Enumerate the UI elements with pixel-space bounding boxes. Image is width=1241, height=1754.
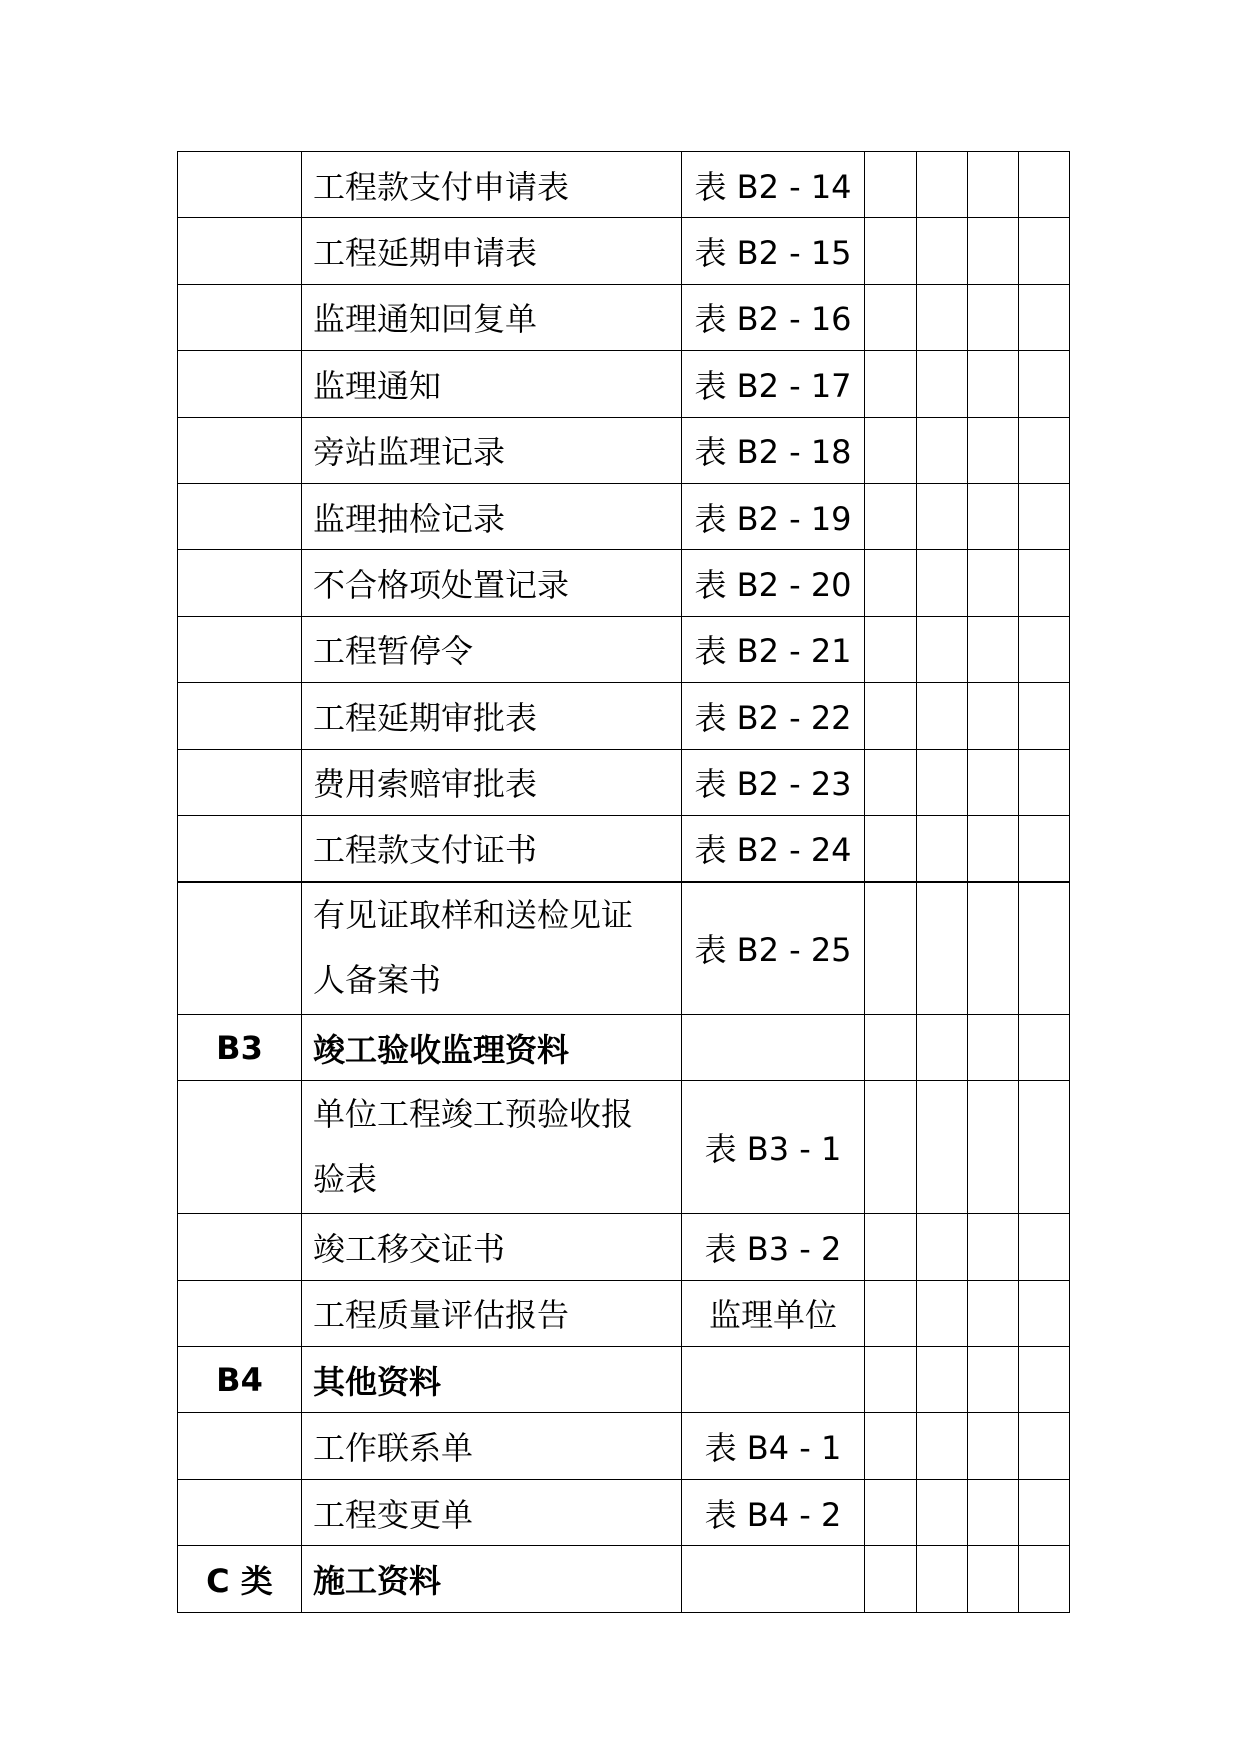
blank-cell [917,152,968,218]
blank-cell [865,483,917,549]
form-number-cell: 表 B2 - 22 [682,683,865,749]
blank-cell [1019,1214,1070,1280]
blank-cell [865,1546,917,1612]
blank-cell [1019,483,1070,549]
category-code-cell [178,417,302,483]
blank-cell [865,815,917,881]
category-code-cell [178,1081,302,1214]
item-name-line: 人备案书 [313,961,442,1000]
form-number-cell: 表 B2 - 20 [682,550,865,616]
blank-cell [917,550,968,616]
table-row [178,1214,1070,1280]
section-title-cell: 竣工验收监理资料 [302,1015,682,1081]
blank-cell [968,1081,1019,1214]
category-code-cell [178,550,302,616]
blank-cell [917,882,968,1015]
blank-cell [865,1081,917,1214]
blank-cell [968,1280,1019,1346]
blank-cell [968,1347,1019,1413]
blank-cell [968,815,1019,881]
section-row [178,1015,1070,1081]
blank-cell [1019,1546,1070,1612]
item-name-line: 单位工程竣工预验收报 [313,1095,634,1134]
blank-cell [968,882,1019,1015]
category-code-cell [178,1413,302,1479]
blank-cell [1019,749,1070,815]
blank-cell [865,152,917,218]
blank-cell [1019,1280,1070,1346]
blank-cell [968,1015,1019,1081]
item-name-line: 验表 [313,1160,378,1199]
item-name-cell: 工程延期审批表 [302,683,682,749]
table-row [178,351,1070,417]
blank-cell [968,351,1019,417]
table-row [178,218,1070,284]
category-code-cell [178,882,302,1015]
item-name-cell: 工作联系单 [302,1413,682,1479]
blank-cell [1019,417,1070,483]
table-row [178,550,1070,616]
blank-cell [865,1479,917,1545]
form-number-cell: 表 B2 - 14 [682,152,865,218]
section-row [178,1546,1070,1612]
blank-cell [865,1015,917,1081]
item-name-cell: 监理抽检记录 [302,483,682,549]
form-number-cell: 表 B2 - 19 [682,483,865,549]
table-row [178,417,1070,483]
table-row [178,616,1070,682]
blank-cell [1019,882,1070,1015]
blank-cell [1019,152,1070,218]
blank-cell [865,351,917,417]
form-number-cell: 表 B2 - 24 [682,815,865,881]
form-number-cell [682,1015,865,1081]
blank-cell [1019,1413,1070,1479]
category-code-cell: C 类 [178,1546,302,1612]
category-code-cell [178,1214,302,1280]
blank-cell [865,284,917,350]
blank-cell [917,284,968,350]
table-row [178,882,1070,1015]
blank-cell [917,1546,968,1612]
form-number-cell: 表 B2 - 21 [682,616,865,682]
table-row [178,815,1070,881]
blank-cell [968,417,1019,483]
category-code-cell [178,351,302,417]
blank-cell [1019,351,1070,417]
item-name-cell: 监理通知 [302,351,682,417]
blank-cell [1019,616,1070,682]
item-name-cell: 监理通知回复单 [302,284,682,350]
form-number-cell: 表 B4 - 1 [682,1413,865,1479]
blank-cell [865,1214,917,1280]
table-row [178,683,1070,749]
blank-cell [865,218,917,284]
item-name-cell: 费用索赔审批表 [302,749,682,815]
category-code-cell [178,1479,302,1545]
table-row [178,1479,1070,1545]
table-row [178,152,1070,218]
blank-cell [917,1015,968,1081]
item-name-cell [302,882,682,1015]
form-number-cell: 表 B2 - 25 [682,882,865,1015]
form-number-cell: 表 B3 - 2 [682,1214,865,1280]
blank-cell [865,1413,917,1479]
item-name-cell: 旁站监理记录 [302,417,682,483]
item-name-cell: 工程款支付证书 [302,815,682,881]
blank-cell [917,1280,968,1346]
blank-cell [917,815,968,881]
form-number-cell: 表 B3 - 1 [682,1081,865,1214]
blank-cell [917,1081,968,1214]
category-code-cell [178,815,302,881]
item-name-cell: 不合格项处置记录 [302,550,682,616]
blank-cell [968,616,1019,682]
item-name-cell: 竣工移交证书 [302,1214,682,1280]
blank-cell [865,683,917,749]
blank-cell [865,882,917,1015]
form-number-cell [682,1347,865,1413]
blank-cell [968,1546,1019,1612]
blank-cell [968,1214,1019,1280]
category-code-cell [178,483,302,549]
blank-cell [917,417,968,483]
blank-cell [968,550,1019,616]
item-name-cell [302,1081,682,1214]
blank-cell [917,1413,968,1479]
blank-cell [865,1280,917,1346]
blank-cell [865,1347,917,1413]
blank-cell [865,417,917,483]
category-code-cell [178,284,302,350]
table-row [178,483,1070,549]
category-code-cell [178,683,302,749]
section-row [178,1347,1070,1413]
blank-cell [968,218,1019,284]
section-title-cell: 施工资料 [302,1546,682,1612]
form-number-cell: 监理单位 [682,1280,865,1346]
blank-cell [1019,815,1070,881]
blank-cell [865,616,917,682]
form-number-cell: 表 B4 - 2 [682,1479,865,1545]
blank-cell [968,284,1019,350]
table-row [178,1081,1070,1214]
item-name-cell: 工程款支付申请表 [302,152,682,218]
blank-cell [917,351,968,417]
category-code-cell [178,749,302,815]
document-list-table [177,151,1070,1613]
category-code-cell [178,1280,302,1346]
blank-cell [1019,284,1070,350]
form-number-cell: 表 B2 - 16 [682,284,865,350]
blank-cell [917,749,968,815]
blank-cell [968,683,1019,749]
blank-cell [1019,1347,1070,1413]
blank-cell [917,1479,968,1545]
blank-cell [968,483,1019,549]
category-code-cell [178,218,302,284]
section-title-cell: 其他资料 [302,1347,682,1413]
category-code-cell: B4 [178,1347,302,1413]
item-name-line: 有见证取样和送检见证 [313,896,634,935]
blank-cell [917,683,968,749]
form-number-cell: 表 B2 - 17 [682,351,865,417]
category-code-cell [178,152,302,218]
form-number-cell: 表 B2 - 18 [682,417,865,483]
blank-cell [917,218,968,284]
table-row [178,749,1070,815]
category-code-cell: B3 [178,1015,302,1081]
item-name-cell: 工程质量评估报告 [302,1280,682,1346]
blank-cell [1019,1015,1070,1081]
table-row [178,284,1070,350]
blank-cell [917,616,968,682]
blank-cell [917,483,968,549]
category-code-cell [178,616,302,682]
blank-cell [917,1347,968,1413]
blank-cell [968,1479,1019,1545]
table-row [178,1280,1070,1346]
blank-cell [1019,1081,1070,1214]
blank-cell [1019,683,1070,749]
item-name-cell: 工程暂停令 [302,616,682,682]
table-row [178,1413,1070,1479]
blank-cell [968,1413,1019,1479]
item-name-cell: 工程变更单 [302,1479,682,1545]
blank-cell [1019,218,1070,284]
item-name-cell: 工程延期申请表 [302,218,682,284]
form-number-cell: 表 B2 - 23 [682,749,865,815]
form-number-cell [682,1546,865,1612]
blank-cell [865,550,917,616]
blank-cell [1019,1479,1070,1545]
blank-cell [968,749,1019,815]
blank-cell [865,749,917,815]
form-number-cell: 表 B2 - 15 [682,218,865,284]
blank-cell [917,1214,968,1280]
blank-cell [968,152,1019,218]
blank-cell [1019,550,1070,616]
